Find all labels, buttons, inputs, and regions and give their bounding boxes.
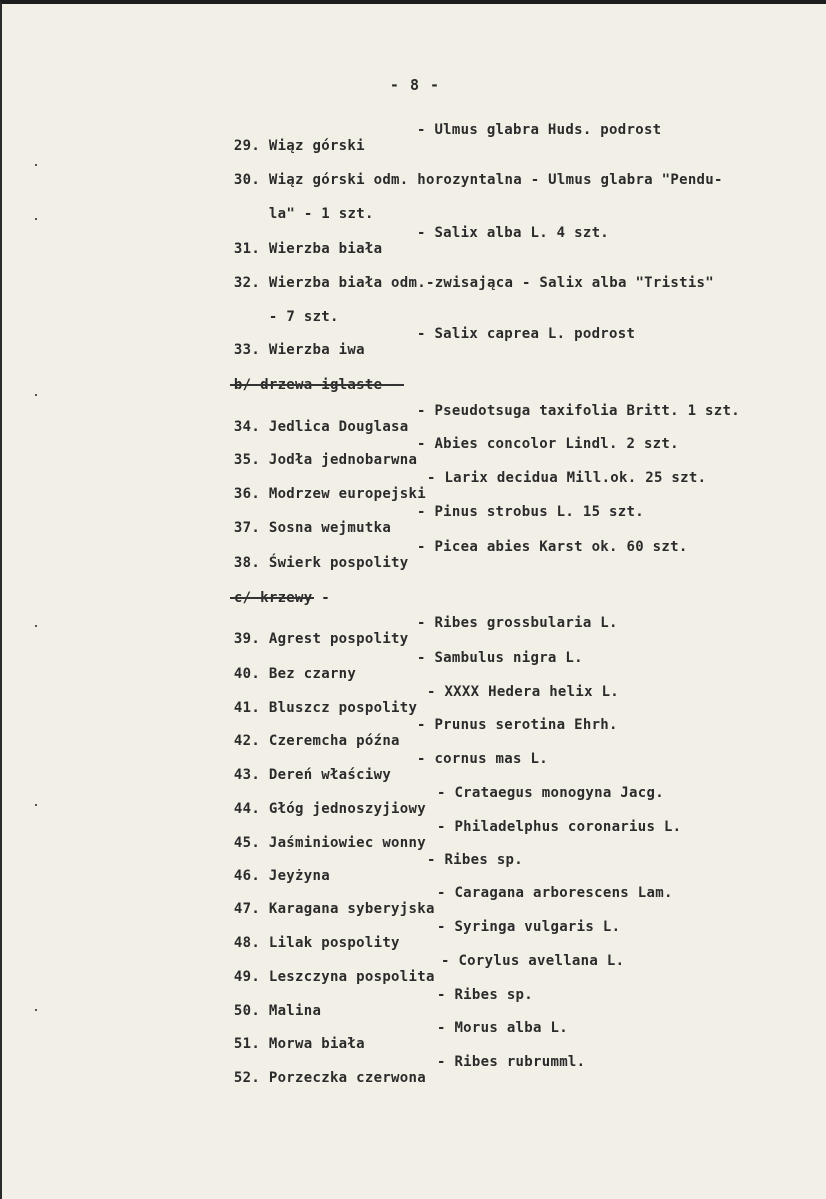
- list-item: 50. Malina - Ribes sp.: [233, 987, 534, 1019]
- heading-underline: [230, 597, 314, 599]
- list-item: 33. Wierzba iwa - Salix caprea L. podrost: [233, 326, 636, 358]
- section-heading-shrubs: c/ krzewy -: [233, 590, 330, 606]
- list-item: 36. Modrzew europejski - Larix decidua Mill.ok. 25 szt.: [233, 470, 707, 502]
- list-item: 42. Czeremcha późna - Prunus serotina Ehrh.: [233, 717, 618, 749]
- list-item: 32. Wierzba biała odm.-zwisająca - Salix alba "Tristis": [233, 275, 715, 291]
- list-item: 37. Sosna wejmutka - Pinus strobus L. 15 szt.: [233, 504, 644, 536]
- list-item: 29. Wiąz górski - Ulmus glabra Huds. podrost: [233, 122, 662, 154]
- list-item: 30. Wiąz górski odm. horozyntalna - Ulmus glabra "Pendu-: [233, 172, 723, 188]
- list-item: 39. Agrest pospolity - Ribes grossbularia L.: [233, 615, 618, 647]
- list-item: 34. Jedlica Douglasa - Pseudotsuga taxifolia Britt. 1 szt.: [233, 403, 740, 435]
- list-item-continuation: la" - 1 szt.: [268, 206, 374, 222]
- list-item: 46. Jeyżyna - Ribes sp.: [233, 852, 524, 884]
- list-item: 31. Wierzba biała - Salix alba L. 4 szt.: [233, 225, 610, 257]
- list-item: 51. Morwa biała - Morus alba L.: [233, 1020, 568, 1052]
- list-item: 35. Jodła jednobarwna - Abies concolor Lindl. 2 szt.: [233, 436, 679, 468]
- list-item: 38. Świerk pospolity - Picea abies Karst ok. 60 szt.: [233, 539, 688, 571]
- list-item-continuation: - 7 szt.: [268, 309, 339, 325]
- list-item: 48. Lilak pospolity - Syringa vulgaris L.: [233, 919, 621, 951]
- list-item: 44. Głóg jednoszyjiowy - Crataegus monogyna Jacg.: [233, 785, 664, 817]
- page-number: - 8 -: [389, 76, 441, 94]
- list-item: 43. Dereń właściwy - cornus mas L.: [233, 751, 548, 783]
- list-item: 41. Bluszcz pospolity - XXXX Hedera helix L.: [233, 684, 620, 716]
- list-item: 45. Jaśminiowiec wonny - Philadelphus coronarius L.: [233, 819, 682, 851]
- list-item: 40. Bez czarny - Sambulus nigra L.: [233, 650, 583, 682]
- list-item: 52. Porzeczka czerwona - Ribes rubrumml.: [233, 1054, 586, 1086]
- list-item: 47. Karagana syberyjska - Caragana arborescens Lam.: [233, 885, 673, 917]
- heading-underline: [230, 384, 404, 386]
- list-item: 49. Leszczyna pospolita - Corylus avellana L.: [233, 953, 625, 985]
- section-heading-conifers: b/ drzewa iglaste -: [233, 377, 400, 393]
